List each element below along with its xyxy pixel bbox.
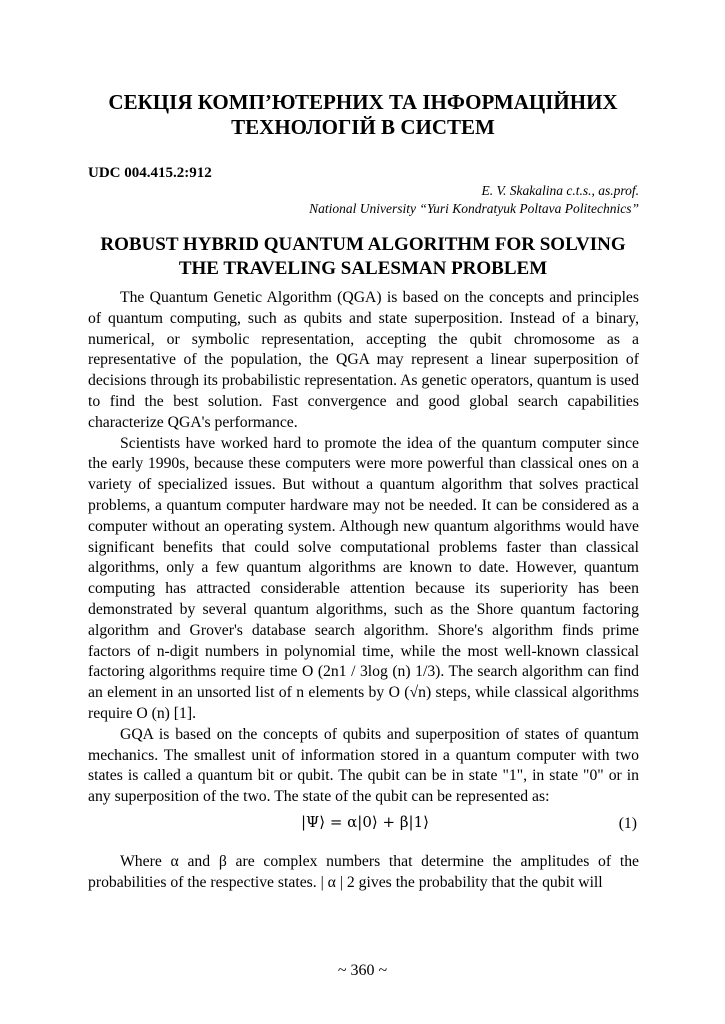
section-title-line-2: ТЕХНОЛОГІЙ В СИСТЕМ [231, 115, 495, 139]
udc-code: UDC 004.415.2:912 [88, 165, 212, 181]
formula-block [88, 810, 639, 836]
paper-title [88, 233, 638, 281]
paragraph: Scientists have worked hard to promote the idea of the quantum computer since the early 1990s, because these computers were more powerful than classical ones on a variety of specialized issues. But without a quantum algorithm that solves practical problems, a quantum computer hardware may not be needed. It can be considered as a computer without an operating system. Although new quantum algorithms would have significant benefits that could solve computational problems faster than classical algorithms, only a few quantum algorithms are known to date. However, quantum computing has attracted considerable attention because its superiority has been demonstrated by several quantum algorithms, such as the Shore quantum factoring algorithm and Grover's database search algorithm. Shore's algorithm finds prime factors of n-digit numbers in polynomial time, while the most well-known classical factoring algorithms require time O (2n1 / 3log (n) 1/3). The search algorithm can find an element in an unsorted list of n elements by O (√n) steps, while classical algorithms require O (n) [1]. [88, 434, 639, 722]
author-name: E. V. Skakalina c.t.s., as.prof. [481, 183, 639, 198]
formula-expression: |Ψ⟩ = α|0⟩ + β|1⟩ [301, 812, 429, 831]
paragraph: The Quantum Genetic Algorithm (QGA) is based on the concepts and principles of quantum computing, such as qubits and state superposition. Instead of a binary, numerical, or symbolic representation, accepting the qubit chromosome as a representative of the population, the QGA may represent a linear superposition of decisions through its probabilistic representation. As genetic operators, quantum is used to find the best solution. Fast convergence and good global search capabilities characterize QGA's performance. [88, 289, 639, 431]
formula-number: (1) [618, 814, 637, 832]
paper-title-line-1: ROBUST HYBRID QUANTUM ALGORITHM FOR SOLVING [100, 234, 626, 255]
paper-title-line-2: THE TRAVELING SALESMAN PROBLEM [178, 258, 548, 279]
author-affiliation: National University “Yuri Kondratyuk Poltava Politechnics” [309, 201, 639, 216]
section-title-line-1: СЕКЦІЯ КОМП’ЮТЕРНИХ ТА ІНФОРМАЦІЙНИХ [108, 90, 618, 114]
body-text [88, 288, 639, 894]
author-block [309, 182, 639, 218]
page-number: ~ 360 ~ [337, 962, 388, 979]
paragraph: Where α and β are complex numbers that determine the amplitudes of the probabilities of the respective states. | α | 2 gives the probability that the qubit will [88, 852, 639, 891]
section-title [88, 90, 638, 140]
paragraph: GQA is based on the concepts of qubits and superposition of states of quantum mechanics. The smallest unit of information stored in a quantum computer with two states is called a quantum bit or qubit. The qubit can be in state "1", in state "0" or in any superposition of the two. The state of the qubit can be represented as: [88, 725, 639, 806]
